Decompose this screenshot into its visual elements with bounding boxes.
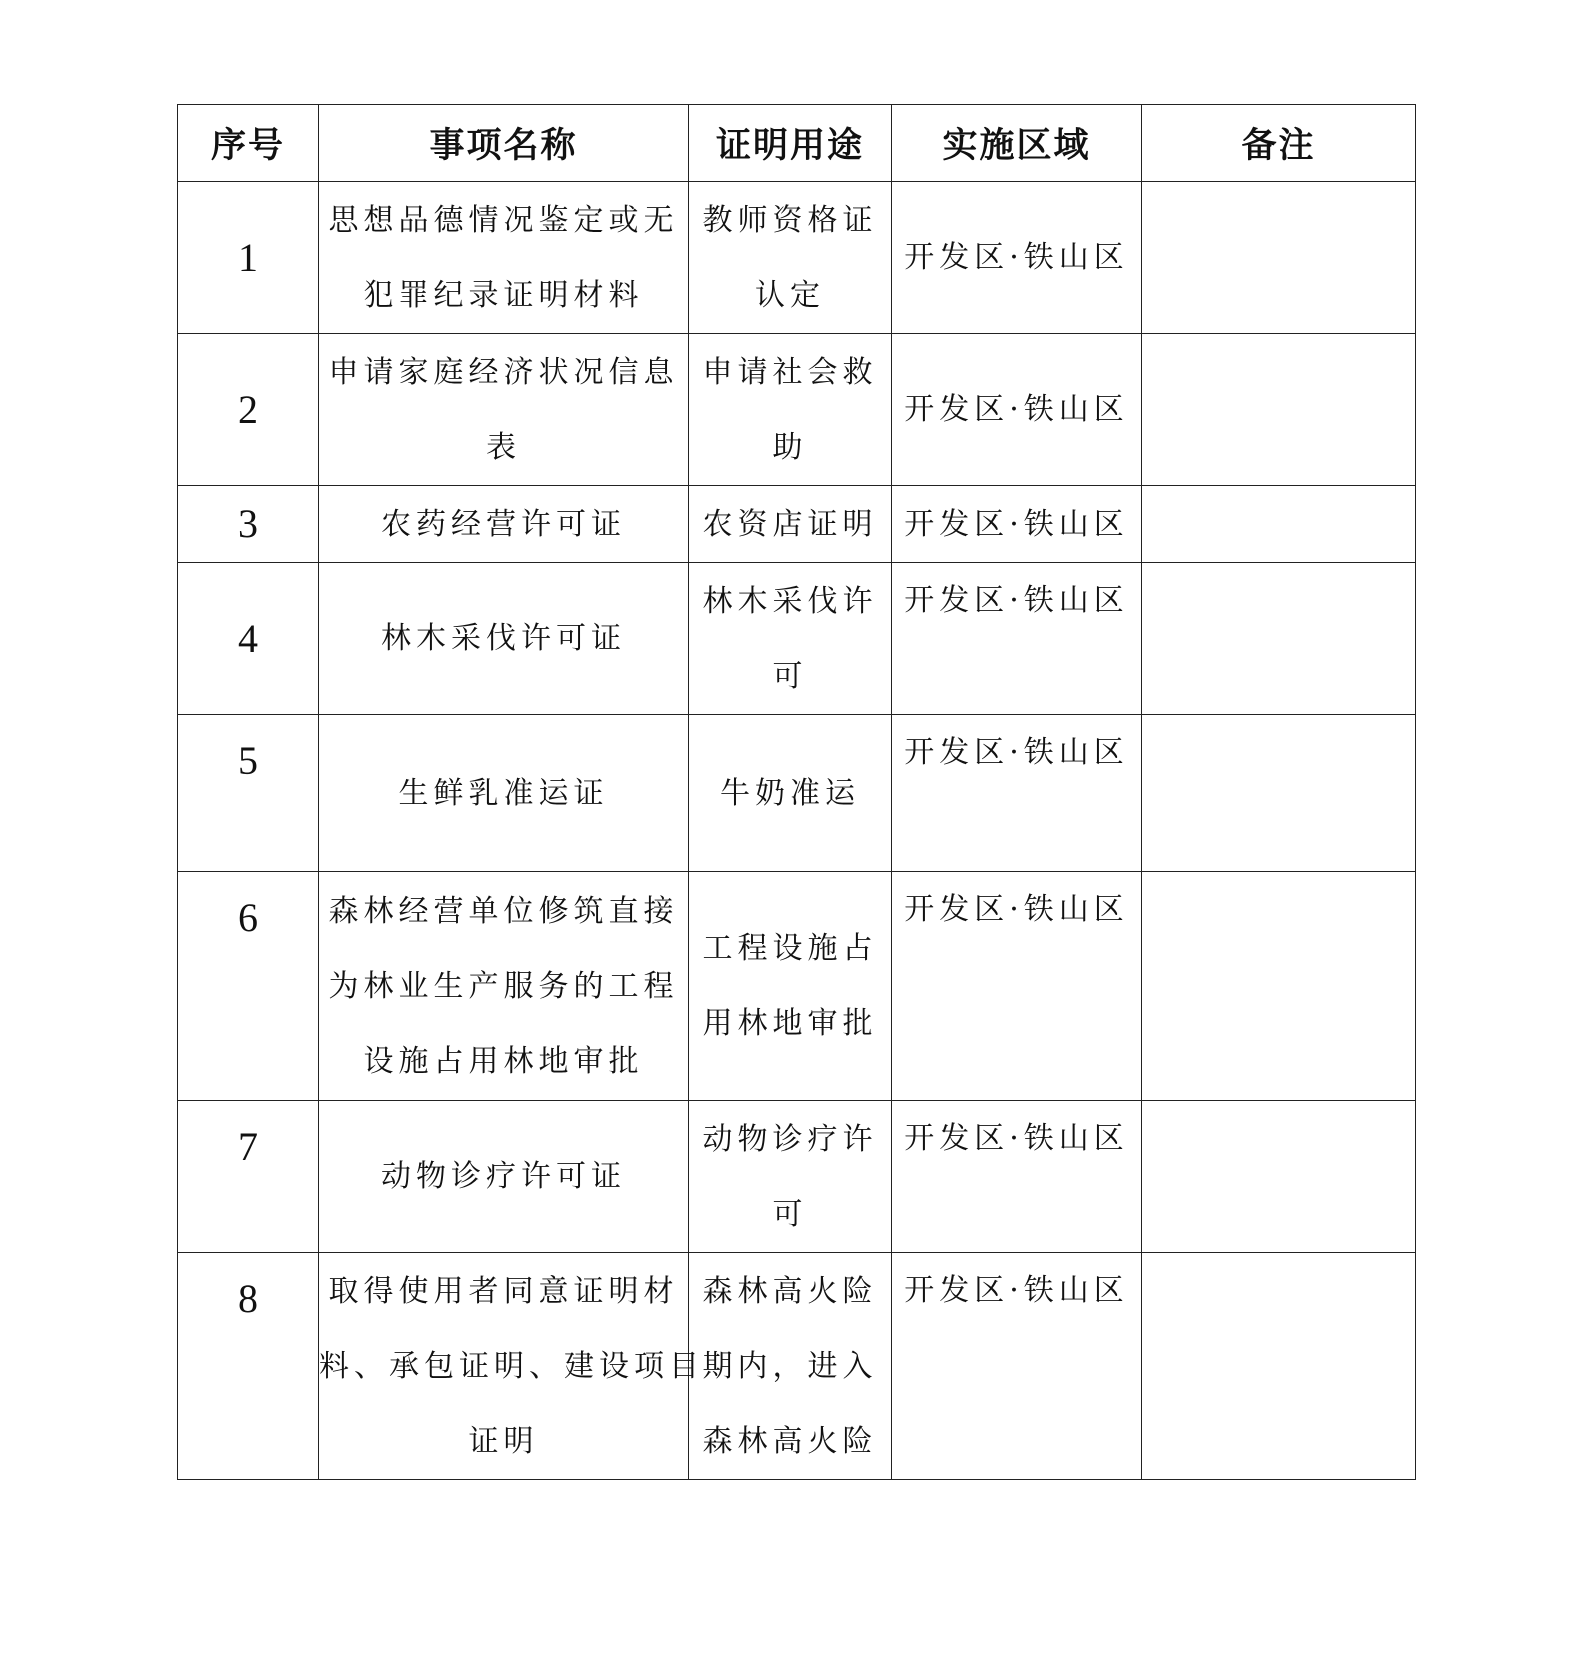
row-item-name-line: 思想品德情况鉴定或无 — [328, 202, 679, 238]
table-row — [178, 1101, 1416, 1253]
row-item-name-line: 取得使用者同意证明材 — [328, 1273, 679, 1309]
row-index: 8 — [178, 1253, 319, 1480]
row-index: 4 — [178, 563, 319, 715]
row-item-name-line: 证明 — [468, 1423, 539, 1459]
row-purpose-line: 认定 — [755, 277, 825, 313]
row-remark — [1142, 715, 1416, 872]
row-item-name — [319, 563, 689, 715]
row-item-name-line: 为林业生产服务的工程 — [328, 968, 679, 1004]
row-purpose-line: 可 — [772, 658, 808, 694]
row-index: 5 — [178, 715, 319, 872]
row-area: 开发区·铁山区 — [892, 872, 1142, 1101]
row-purpose-line: 用林地审批 — [702, 1006, 878, 1041]
row-area: 开发区·铁山区 — [892, 1253, 1142, 1480]
row-area: 开发区·铁山区 — [892, 182, 1142, 334]
row-index: 6 — [178, 872, 319, 1101]
row-index: 3 — [178, 486, 319, 563]
row-item-name-line: 林木采伐许可证 — [381, 621, 626, 656]
row-purpose — [689, 182, 892, 334]
row-purpose-line: 申请社会救 — [702, 354, 878, 390]
row-purpose-line: 教师资格证 — [702, 202, 878, 238]
row-remark — [1142, 563, 1416, 715]
row-item-name — [319, 1253, 704, 1480]
row-item-name-line: 森林经营单位修筑直接 — [328, 893, 679, 929]
header-index: 序号 — [178, 105, 319, 182]
row-purpose-line: 动物诊疗许 — [702, 1121, 878, 1157]
row-purpose-line: 林木采伐许 — [702, 583, 878, 619]
header-remark: 备注 — [1142, 105, 1416, 182]
items-table — [177, 104, 1416, 1480]
row-purpose — [689, 486, 892, 563]
row-area: 开发区·铁山区 — [892, 334, 1142, 486]
table-row — [178, 486, 1416, 563]
row-remark — [1142, 1253, 1416, 1480]
row-item-name-line: 生鲜乳准运证 — [398, 775, 609, 811]
row-index: 1 — [178, 182, 319, 334]
row-purpose — [689, 563, 892, 715]
row-item-name-line: 料、承包证明、建设项目 — [319, 1348, 704, 1384]
row-item-name-line: 农药经营许可证 — [381, 506, 626, 542]
row-purpose-line: 森林高火险 — [702, 1273, 878, 1309]
row-item-name-line: 犯罪纪录证明材料 — [363, 277, 644, 313]
row-remark — [1142, 334, 1416, 486]
row-purpose — [689, 334, 892, 486]
row-item-name-line: 表 — [486, 429, 521, 465]
row-area: 开发区·铁山区 — [892, 563, 1142, 715]
row-purpose — [689, 872, 892, 1101]
row-purpose — [689, 1101, 892, 1253]
row-area: 开发区·铁山区 — [892, 1101, 1142, 1253]
header-row — [178, 105, 1416, 182]
row-purpose-line: 助 — [772, 429, 808, 465]
table-row — [178, 334, 1416, 486]
row-item-name-line: 动物诊疗许可证 — [381, 1159, 626, 1194]
row-purpose-line: 期内，进入 — [702, 1348, 878, 1384]
row-purpose-line: 农资店证明 — [702, 506, 878, 542]
row-area: 开发区·铁山区 — [892, 715, 1142, 872]
row-remark — [1142, 1101, 1416, 1253]
row-purpose-line: 牛奶准运 — [720, 775, 860, 811]
header-purpose: 证明用途 — [689, 105, 892, 182]
row-item-name — [319, 486, 689, 563]
row-remark — [1142, 872, 1416, 1101]
header-area: 实施区域 — [892, 105, 1142, 182]
row-index: 7 — [178, 1101, 319, 1253]
row-purpose-line: 森林高火险 — [702, 1423, 878, 1459]
row-item-name — [319, 334, 689, 486]
row-item-name — [319, 872, 689, 1101]
table-row — [178, 1253, 1416, 1480]
row-index: 2 — [178, 334, 319, 486]
row-purpose-line: 工程设施占 — [702, 931, 878, 966]
row-purpose — [689, 715, 892, 872]
table-row — [178, 872, 1416, 1101]
row-item-name — [319, 182, 689, 334]
row-purpose-line: 可 — [772, 1196, 808, 1232]
row-remark — [1142, 486, 1416, 563]
header-item-name: 事项名称 — [319, 105, 689, 182]
row-item-name-line: 申请家庭经济状况信息 — [328, 354, 679, 390]
row-area: 开发区·铁山区 — [892, 486, 1142, 563]
table-row — [178, 182, 1416, 334]
row-item-name — [319, 1101, 689, 1253]
row-remark — [1142, 182, 1416, 334]
row-item-name — [319, 715, 689, 872]
row-purpose — [689, 1253, 892, 1480]
table-row — [178, 715, 1416, 872]
row-item-name-line: 设施占用林地审批 — [363, 1043, 644, 1079]
table-row — [178, 563, 1416, 715]
